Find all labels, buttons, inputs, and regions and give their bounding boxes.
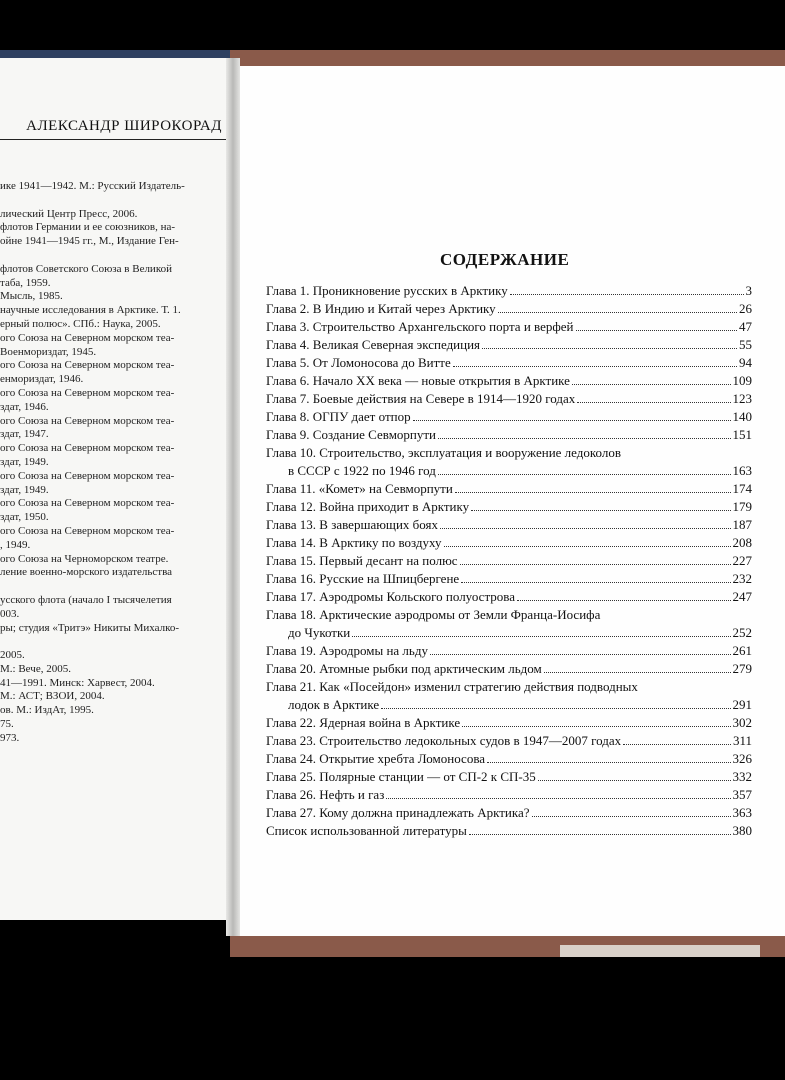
toc-entry[interactable] xyxy=(266,660,752,678)
bibliography-line: флотов Германии и ее союзников, на- xyxy=(0,221,176,234)
toc-leader-dots xyxy=(462,726,730,727)
toc-page-number: 261 xyxy=(732,643,752,658)
bibliography-line: Военмориздат, 1945. xyxy=(0,345,97,358)
bibliography-line: таба, 1959. xyxy=(0,276,51,289)
toc-entry-title: Глава 7. Боевые действия на Севере в 1914—1920 годах xyxy=(266,391,576,406)
bibliography-line: ойне 1941—1945 гг., М., Издание Ген- xyxy=(0,235,179,248)
bibliography-line: , 1949. xyxy=(0,538,31,551)
toc-page-number: 232 xyxy=(732,571,752,586)
toc-entry[interactable] xyxy=(266,714,752,732)
toc-leader-dots xyxy=(471,510,730,511)
bibliography-line: ого Союза на Северном морском теа- xyxy=(0,469,175,482)
toc-entry-title: Глава 22. Ядерная война в Арктике xyxy=(266,715,461,730)
toc-entry[interactable] xyxy=(266,570,752,588)
toc-entry-title: Глава 3. Строительство Архангельского порта и верфей xyxy=(266,319,574,334)
bibliography-line: ого Союза на Северном морском теа- xyxy=(0,414,175,427)
toc-entry-line xyxy=(266,444,752,462)
bibliography-line: научные исследования в Арктике. Т. 1. xyxy=(0,304,181,317)
toc-leader-dots xyxy=(386,798,730,799)
bibliography-line: здат, 1947. xyxy=(0,428,49,441)
toc-leader-dots xyxy=(413,420,731,421)
toc-title: СОДЕРЖАНИЕ xyxy=(440,250,570,269)
toc-entry-title: Глава 19. Аэродромы на льду xyxy=(266,643,428,658)
toc-page-number: 174 xyxy=(732,481,752,496)
page-edge-bottom xyxy=(560,945,760,957)
toc-entry-title: Глава 16. Русские на Шпицбергене xyxy=(266,571,460,586)
toc-entry[interactable] xyxy=(266,642,752,660)
toc-entry[interactable] xyxy=(266,624,752,642)
running-head xyxy=(0,118,226,140)
toc-leader-dots xyxy=(487,762,730,763)
toc-leader-dots xyxy=(440,528,731,529)
toc-entry[interactable] xyxy=(266,462,752,480)
toc-entry-title: Глава 24. Открытие хребта Ломоносова xyxy=(266,751,486,766)
toc-entry-title: Глава 9. Создание Севморпути xyxy=(266,427,437,442)
toc-leader-dots xyxy=(482,348,737,349)
toc-entry-title-cont: лодок в Арктике xyxy=(288,697,380,712)
toc-leader-dots xyxy=(498,312,737,313)
toc-page-number: 94 xyxy=(739,355,752,370)
toc-leader-dots xyxy=(510,294,744,295)
toc-page-number: 332 xyxy=(732,769,752,784)
toc-page-number: 326 xyxy=(732,751,752,766)
toc-page-number: 123 xyxy=(732,391,752,406)
bibliography-line: ого Союза на Северном морском теа- xyxy=(0,331,175,344)
toc-entry[interactable] xyxy=(266,552,752,570)
toc-leader-dots xyxy=(444,546,731,547)
toc-entry-title: Глава 21. Как «Посейдон» изменил стратегию действия подводных xyxy=(266,679,638,694)
toc-leader-dots xyxy=(576,330,737,331)
toc-leader-dots xyxy=(469,834,731,835)
bibliography-line: лический Центр Пресс, 2006. xyxy=(0,207,138,220)
toc-page-number: 140 xyxy=(732,409,752,424)
toc-entry[interactable] xyxy=(266,588,752,606)
bibliography-line: 2005. xyxy=(0,649,25,662)
toc-entry[interactable] xyxy=(266,300,752,318)
toc-leader-dots xyxy=(577,402,730,403)
bibliography-line: ого Союза на Северном морском теа- xyxy=(0,524,175,537)
bibliography-line xyxy=(0,635,230,649)
toc-entry-title-cont: в СССР с 1922 по 1946 год xyxy=(288,463,436,478)
bibliography-line: ление военно-морского издательства xyxy=(0,566,173,579)
bibliography-line: ого Союза на Северном морском теа- xyxy=(0,497,175,510)
toc-entry[interactable] xyxy=(266,786,752,804)
toc-page-number: 279 xyxy=(732,661,752,676)
bibliography-fragment xyxy=(0,180,230,746)
toc-leader-dots xyxy=(461,582,730,583)
toc-leader-dots xyxy=(430,654,731,655)
toc-page-number: 163 xyxy=(732,463,752,478)
bibliography-line: 973. xyxy=(0,731,20,744)
bibliography-line: ого Союза на Северном морском теа- xyxy=(0,386,175,399)
toc-entry-title: Глава 13. В завершающих боях xyxy=(266,517,438,532)
toc-page-number: 179 xyxy=(732,499,752,514)
toc-entry-title: Глава 23. Строительство ледокольных судов в 1947—2007 годах xyxy=(266,733,622,748)
toc-leader-dots xyxy=(460,564,731,565)
toc-entry-title: Глава 26. Нефть и газ xyxy=(266,787,385,802)
toc-page-number: 109 xyxy=(732,373,752,388)
toc-entry[interactable] xyxy=(266,534,752,552)
toc-leader-dots xyxy=(623,744,731,745)
toc-entry-title: Глава 27. Кому должна принадлежать Арктика? xyxy=(266,805,530,820)
toc-entry-title: Глава 5. От Ломоносова до Витте xyxy=(266,355,451,370)
table-of-contents xyxy=(266,282,752,840)
toc-page-number: 208 xyxy=(732,535,752,550)
toc-entry[interactable] xyxy=(266,498,752,516)
toc-entry-title-cont: до Чукотки xyxy=(288,625,351,640)
running-head-text: АЛЕКСАНДР ШИРОКОРАД xyxy=(26,118,222,134)
toc-page-number: 357 xyxy=(732,787,752,802)
toc-leader-dots xyxy=(453,366,737,367)
bibliography-line: здат, 1946. xyxy=(0,400,49,413)
toc-leader-dots xyxy=(517,600,730,601)
toc-entry-line xyxy=(266,678,752,696)
bibliography-line: ры; студия «Тритэ» Никиты Михалко- xyxy=(0,621,180,634)
toc-leader-dots xyxy=(532,816,731,817)
toc-page-number: 187 xyxy=(732,517,752,532)
toc-page-number: 311 xyxy=(732,733,752,748)
toc-leader-dots xyxy=(352,636,730,637)
toc-entry[interactable] xyxy=(266,318,752,336)
toc-page-number: 151 xyxy=(732,427,752,442)
toc-entry-title: Глава 12. Война приходит в Арктику xyxy=(266,499,470,514)
toc-entry[interactable] xyxy=(266,426,752,444)
toc-leader-dots xyxy=(438,438,730,439)
toc-entry[interactable] xyxy=(266,768,752,786)
bibliography-line: флотов Советского Союза в Великой xyxy=(0,262,172,275)
toc-entry-title: Глава 11. «Комет» на Севморпути xyxy=(266,481,453,496)
bibliography-line: ого Союза на Черноморском театре. xyxy=(0,552,169,565)
toc-entry-title: Глава 2. В Индию и Китай через Арктику xyxy=(266,301,496,316)
bibliography-line: ерный полюс». СПб.: Наука, 2005. xyxy=(0,317,161,330)
toc-entry[interactable] xyxy=(266,480,752,498)
toc-entry[interactable] xyxy=(266,822,752,840)
bibliography-line: ого Союза на Северном морском теа- xyxy=(0,359,175,372)
toc-entry[interactable] xyxy=(266,516,752,534)
toc-page-number: 363 xyxy=(732,805,752,820)
bibliography-line: здат, 1950. xyxy=(0,511,49,524)
toc-page-number: 47 xyxy=(739,319,752,334)
toc-entry-title: Глава 4. Великая Северная экспедиция xyxy=(266,337,481,352)
toc-entry-title: Глава 10. Строительство, эксплуатация и вооружение ледоколов xyxy=(266,445,621,460)
bibliography-line: енмориздат, 1946. xyxy=(0,373,84,386)
toc-entry-title: Глава 17. Аэродромы Кольского полуострова xyxy=(266,589,516,604)
toc-entry-title: Список использованной литературы xyxy=(266,823,467,838)
toc-entry-title: Глава 15. Первый десант на полюс xyxy=(266,553,458,568)
toc-entry-line xyxy=(266,606,752,624)
toc-entry[interactable] xyxy=(266,696,752,714)
bibliography-line: М.: Вече, 2005. xyxy=(0,662,71,675)
toc-entry[interactable] xyxy=(266,282,752,300)
toc-entry[interactable] xyxy=(266,390,752,408)
toc-page-number: 291 xyxy=(732,697,752,712)
toc-page-number: 380 xyxy=(732,823,752,838)
toc-leader-dots xyxy=(544,672,731,673)
toc-entry-title: Глава 20. Атомные рыбки под арктическим льдом xyxy=(266,661,542,676)
toc-page-number: 302 xyxy=(732,715,752,730)
toc-leader-dots xyxy=(572,384,731,385)
toc-page-number: 247 xyxy=(732,589,752,604)
bibliography-line: усского флота (начало I тысячелетия xyxy=(0,593,172,606)
bibliography-line: ике 1941—1942. М.: Русский Издатель- xyxy=(0,180,185,192)
bibliography-line: ого Союза на Северном морском теа- xyxy=(0,442,175,455)
toc-entry-title: Глава 18. Арктические аэродромы от Земли Франца-Иосифа xyxy=(266,607,601,622)
toc-leader-dots xyxy=(438,474,731,475)
toc-entry[interactable] xyxy=(266,372,752,390)
bibliography-line xyxy=(0,249,230,263)
bibliography-line: 75. xyxy=(0,718,14,731)
bibliography-line: здат, 1949. xyxy=(0,483,49,496)
toc-entry[interactable] xyxy=(266,336,752,354)
toc-page-number: 26 xyxy=(739,301,752,316)
bibliography-line: 41—1991. Минск: Харвест, 2004. xyxy=(0,676,155,689)
bibliography-line: Мысль, 1985. xyxy=(0,290,63,303)
bibliography-line xyxy=(0,194,230,208)
toc-entry-title: Глава 25. Полярные станции — от СП-2 к СП-35 xyxy=(266,769,536,784)
toc-entry[interactable] xyxy=(266,750,752,768)
bibliography-line: здат, 1949. xyxy=(0,455,49,468)
toc-page-number: 55 xyxy=(739,337,752,352)
toc-entry-title: Глава 14. В Арктику по воздуху xyxy=(266,535,442,550)
toc-leader-dots xyxy=(455,492,731,493)
toc-page-number: 227 xyxy=(732,553,752,568)
toc-entry-title: Глава 6. Начало XX века — новые открытия в Арктике xyxy=(266,373,570,388)
bibliography-line: 003. xyxy=(0,607,20,620)
toc-page-number: 252 xyxy=(732,625,752,640)
toc-entry[interactable] xyxy=(266,408,752,426)
bibliography-line xyxy=(0,580,230,594)
toc-entry[interactable] xyxy=(266,354,752,372)
toc-entry[interactable] xyxy=(266,732,752,750)
toc-page-number: 3 xyxy=(745,283,752,298)
toc-leader-dots xyxy=(381,708,730,709)
bibliography-line: М.: АСТ; ВЗОИ, 2004. xyxy=(0,690,105,703)
bibliography-line: ов. М.: ИздАт, 1995. xyxy=(0,704,94,717)
toc-entry-title: Глава 1. Проникновение русских в Арктику xyxy=(266,283,508,298)
toc-entry-title: Глава 8. ОГПУ дает отпор xyxy=(266,409,411,424)
toc-entry[interactable] xyxy=(266,804,752,822)
toc-leader-dots xyxy=(538,780,731,781)
